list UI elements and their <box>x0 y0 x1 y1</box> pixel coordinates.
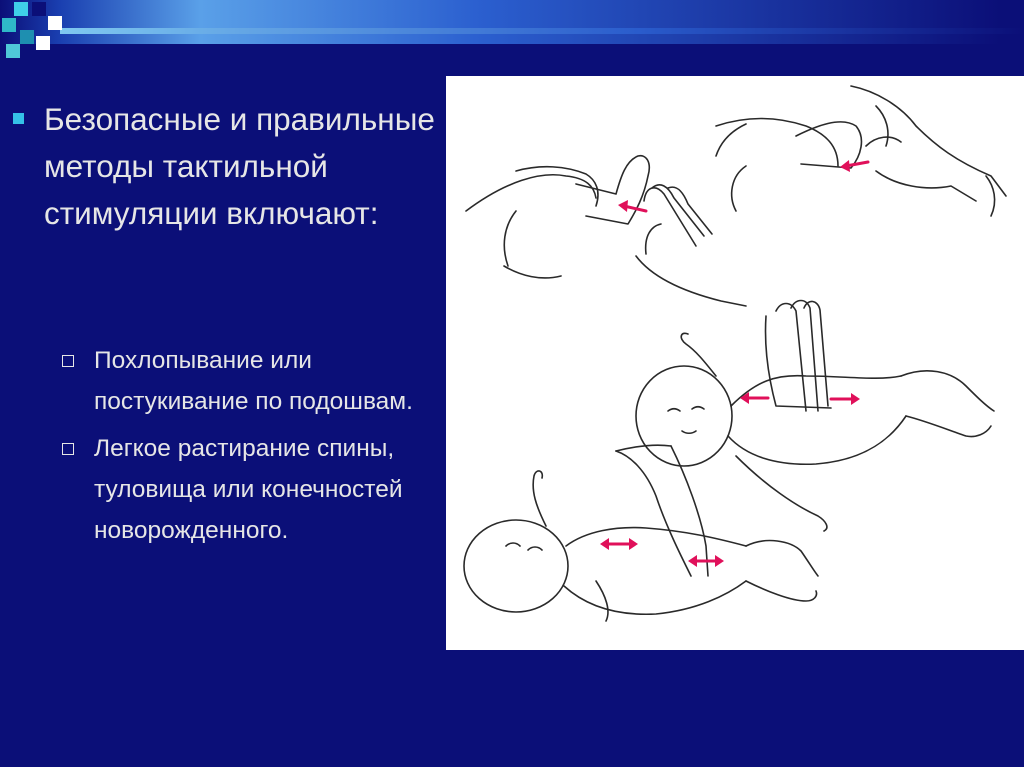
motion-arrows <box>600 160 868 567</box>
hollow-square-bullet-icon <box>62 443 74 455</box>
title-bar-decoration <box>0 0 1024 44</box>
list-item <box>62 340 442 422</box>
list-item-text: Похлопывание или постукивание по подошвам. <box>94 347 413 415</box>
sub-bullet-list <box>62 340 442 557</box>
stimulation-illustration <box>446 76 1024 650</box>
list-item-text: Легкое растирание спины, туловища или конечностей новорожденного. <box>94 435 403 544</box>
square-bullet-icon <box>13 113 24 124</box>
trunk-rubbing-drawing <box>464 445 818 621</box>
slide-heading: Безопасные и правильные методы тактильной стимуляции включают: <box>44 101 435 231</box>
foot-tapping-drawing <box>466 86 1006 306</box>
title-bar-stripe <box>60 28 1024 34</box>
corner-squares-logo <box>0 0 80 60</box>
hollow-square-bullet-icon <box>62 355 74 367</box>
list-item <box>62 428 442 551</box>
chest-rubbing-drawing <box>636 301 994 532</box>
